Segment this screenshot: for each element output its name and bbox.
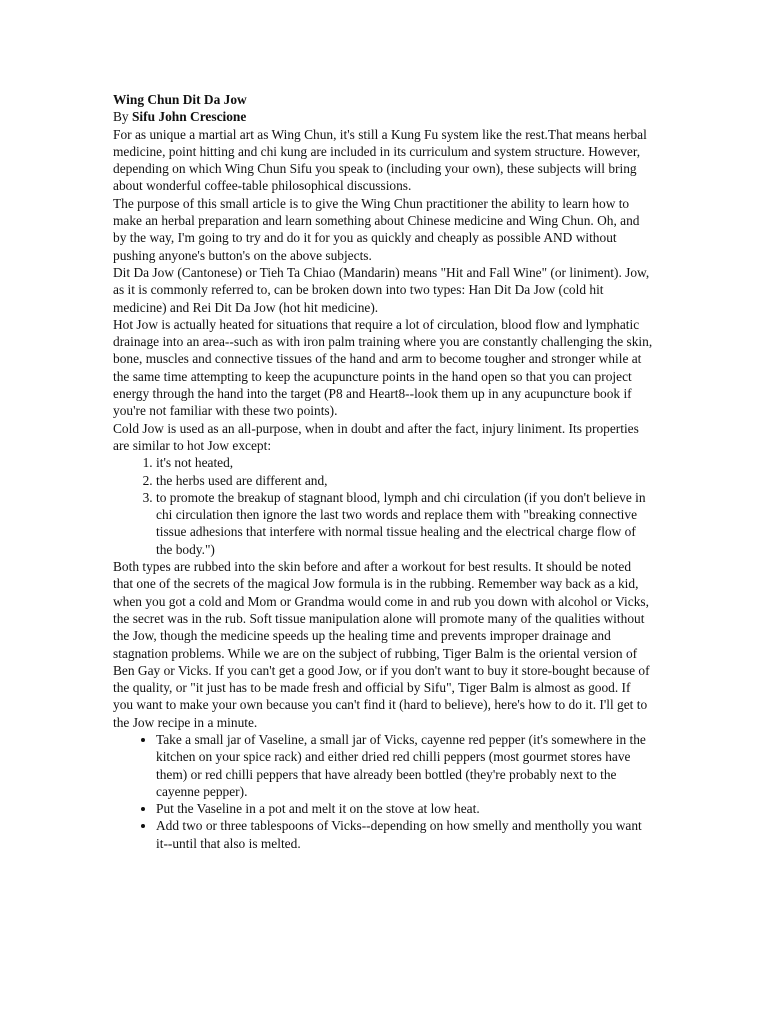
- paragraph-cold-jow: Cold Jow is used as an all-purpose, when in doubt and after the fact, injury liniment. Its properties are similar to hot Jow except:: [113, 420, 639, 453]
- bullet-list-item: • Add two or three tablespoons of Vicks--depending on how smelly and mentholly you want it--until that also is melted.: [156, 817, 653, 852]
- numbered-list-item: 1. it's not heated,: [156, 454, 653, 471]
- bullet-list-item: • Take a small jar of Vaseline, a small jar of Vicks, cayenne red pepper (it's somewhere in the kitchen on your spice rack) and either dried red chilli peppers (most gourmet stores have them) or red chilli peppers that have already been bottled (they're probably next to the cayenne pepper).: [156, 731, 653, 800]
- byline-prefix: By: [113, 109, 132, 125]
- paragraph-hot-jow: Hot Jow is actually heated for situations that require a lot of circulation, blood flow and lymphatic drainage into an area--such as with iron palm training where you are constantly challenging the skin, bone, muscles and connective tissues of the hand and arm to become tougher and stronger while at the same time attempting to keep the acupuncture points in the hand open so that you can project energy through the hand into the target (P8 and Heart8--look them up in any acupuncture book if you're not familiar with these two points).: [113, 316, 653, 419]
- article-title: Wing Chun Dit Da Jow: [113, 92, 247, 107]
- numbered-list-item: 2. the herbs used are different and,: [156, 472, 653, 489]
- paragraph-purpose: The purpose of this small article is to give the Wing Chun practitioner the ability to learn how to make an herbal preparation and learn something about Chinese medicine and Wing Chun. Oh, and by the way, I'm going to try and do it for you as quickly and cheaply as possible AND without pushing anyone's button's on the above subjects.: [113, 195, 640, 263]
- paragraph-intro: For as unique a martial art as Wing Chun, it's still a Kung Fu system like the rest.That means herbal medicine, point hitting and chi kung are included in its curriculum and system structure. However, depending on which Wing Chun Sifu you speak to (including your own), these subjects will bring about wonderful coffee-table philosophical discussions.: [113, 126, 647, 194]
- article-byline: [113, 108, 653, 125]
- paragraph-rubbing: Both types are rubbed into the skin before and after a workout for best results. It should be noted that one of the secrets of the magical Jow formula is in the rubbing. Remember way back as a kid, when you got a cold and Mom or Grandma would come in and rub you down with alcohol or Vicks, the secret was in the rub. Soft tissue manipulation alone will promote many of the qualities without the Jow, though the medicine speeds up the healing time and prevents improper drainage and stagnation problems. While we are on the subject of rubbing, Tiger Balm is the oriental version of Ben Gay or Vicks. If you can't get a good Jow, or if you don't want to buy it store-bought because of the quality, or "it just has to be made fresh and official by Sifu", Tiger Balm is almost as good. If you want to make your own because you can't find it (hard to believe), here's how to do it. I'll get to the Jow recipe in a minute.: [113, 559, 650, 730]
- numbered-list: [113, 454, 653, 558]
- bullet-list: [113, 731, 653, 852]
- paragraph-definition: Dit Da Jow (Cantonese) or Tieh Ta Chiao (Mandarin) means "Hit and Fall Wine" (or liniment). Jow, as it is commonly referred to, can be broken down into two types: Han Dit Da Jow (cold hit medicine) and Rei Dit Da Jow (hot hit medicine).: [113, 264, 650, 315]
- article-body: [113, 91, 653, 852]
- bullet-list-item: • Put the Vaseline in a pot and melt it on the stove at low heat.: [156, 800, 653, 817]
- author-name: Sifu John Crescione: [131, 109, 247, 125]
- numbered-list-item: 3. to promote the breakup of stagnant blood, lymph and chi circulation (if you don't believe in chi circulation then ignore the last two words and replace them with "breaking connective tissue adhesions that interfere with normal tissue healing and the electrical charge flow of the body."): [156, 489, 653, 558]
